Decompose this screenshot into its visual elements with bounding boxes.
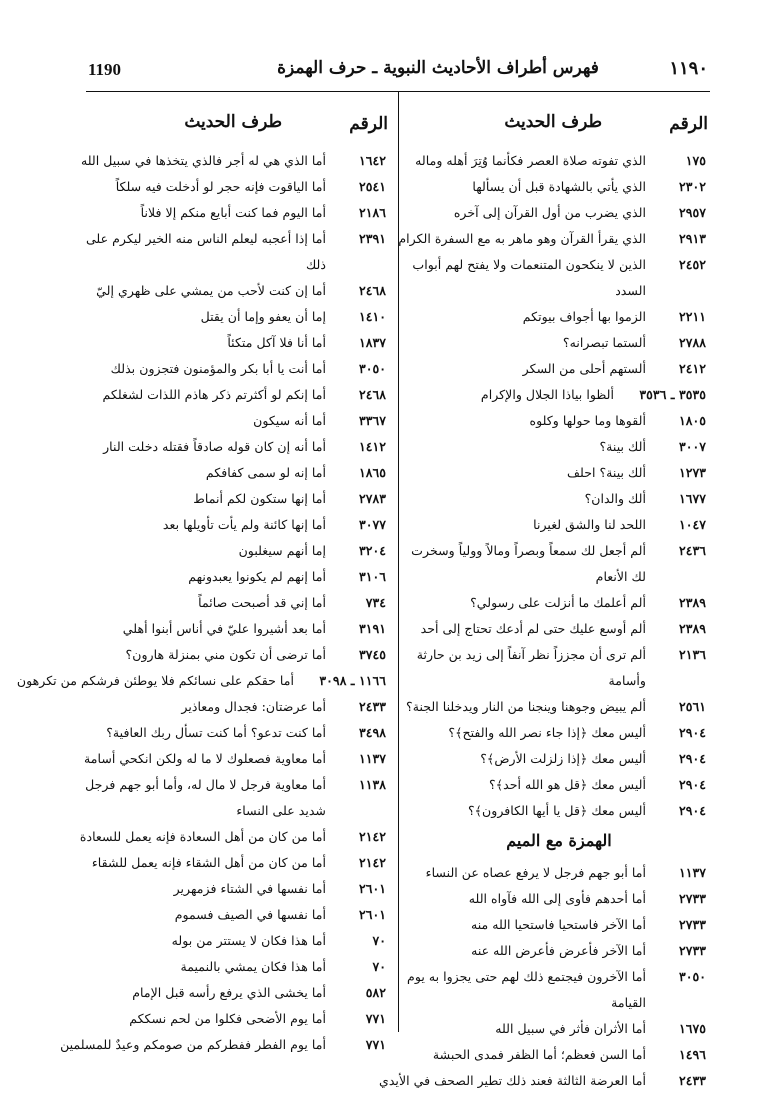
hadith-number: ١٠٤٧ (678, 517, 706, 532)
hadith-column-label: طرف الحديث (504, 112, 602, 132)
hadith-entry (84, 460, 392, 486)
hadith-text: ألم أجعل لك سمعاً وبصراً ومالاً وولياً وسخرت لك الأنعام (411, 543, 646, 584)
page-number-arabic: ١١٩٠ (669, 58, 708, 79)
hadith-number: ٢٧٣٣ (678, 943, 706, 958)
hadith-text: أما حقكم على نسائكم فلا يوطئن فرشكم من تكرهون (16, 673, 294, 688)
hadith-entry (84, 928, 392, 954)
hadith-entry (84, 746, 392, 772)
hadith-entry (406, 1016, 712, 1042)
hadith-number: ٢٦٠١ (358, 907, 386, 922)
hadith-entry (406, 860, 712, 886)
hadith-text: ألم أعلمك ما أنزلت على رسولي؟ (470, 595, 646, 610)
hadith-number: ٢٤٦٨ (358, 283, 386, 298)
hadith-number: ٢٧٣٣ (678, 891, 706, 906)
hadith-entry (406, 538, 712, 590)
hadith-number: ٧٧١ (365, 1037, 386, 1052)
hadith-entry (406, 512, 712, 538)
hadith-text: أما أبو جهم فرجل لا يرفع عصاه عن النساء (425, 865, 646, 880)
hadith-number: ١١٦٦ ـ ٣٠٩٨ (319, 673, 386, 688)
section-title: الهمزة مع الميم (506, 831, 612, 850)
hadith-number: ١٢٧٣ (678, 465, 706, 480)
hadith-text: ألك بينة؟ احلف (567, 465, 646, 480)
hadith-text: أليس معك ﴿قل هو الله أحد﴾؟ (489, 777, 646, 792)
hadith-text: أما الذي هي له أجر فالذي يتخذها في سبيل الله (80, 153, 326, 168)
hadith-number: ٣٠٥٠ (358, 361, 386, 376)
hadith-number: ١٤١٢ (358, 439, 386, 454)
hadith-entry (84, 200, 392, 226)
hadith-text: أما بعد أشيروا عليّ في أناس أبنوا أهلي (122, 621, 326, 636)
hadith-entry (84, 174, 392, 200)
hadith-number: ٣٧٤٥ (358, 647, 386, 662)
hadith-text: أما هذا فكان يمشي بالنميمة (180, 959, 326, 974)
hadith-number: ٣٢٠٤ (358, 543, 386, 558)
hadith-number: ٣٠٧٧ (358, 517, 386, 532)
hadith-number: ٣٠٠٧ (678, 439, 706, 454)
hadith-entry (84, 408, 392, 434)
hadith-entry (406, 912, 712, 938)
hadith-number: ٢٩٠٤ (678, 725, 706, 740)
hadith-entry (84, 980, 392, 1006)
hadith-entry (406, 174, 712, 200)
hadith-number: ٣٣٦٧ (358, 413, 386, 428)
hadith-entry (406, 252, 712, 304)
hadith-text: أما أنه سيكون (253, 413, 326, 428)
hadith-text: أما أحدهم فأوى إلى الله فآواه الله (468, 891, 646, 906)
hadith-entry (84, 590, 392, 616)
hadith-number: ١١٣٧ (678, 865, 706, 880)
hadith-entry (406, 772, 712, 798)
page-header (88, 56, 708, 86)
hadith-entry (406, 938, 712, 964)
hadith-number: ١٦٧٧ (678, 491, 706, 506)
hadith-text: أما أنا فلا آكل متكئاً (227, 335, 326, 350)
hadith-entry (84, 902, 392, 928)
hadith-number: ١١٣٧ (358, 751, 386, 766)
hadith-number: ٢٤٦٨ (358, 387, 386, 402)
hadith-entry (84, 304, 392, 330)
hadith-entry (84, 434, 392, 460)
hadith-number: ١٤١٠ (358, 309, 386, 324)
hadith-text: أما اليوم فما كنت أبايع منكم إلا فلاناً (140, 205, 326, 220)
hadith-text: ألم يبيض وجوهنا وينجنا من النار ويدخلنا الجنة؟ (406, 699, 646, 714)
page-number-latin: 1190 (88, 60, 122, 79)
hadith-text: الزموا بها أجواف بيوتكم (522, 309, 646, 324)
hadith-number: ١٦٧٥ (678, 1021, 706, 1036)
hadith-entry (406, 356, 712, 382)
hadith-text: أما يوم الفطر ففطركم من صومكم وعيدٌ للمسلمين (60, 1037, 326, 1052)
hadith-text: أما نفسها في الشتاء فزمهرير (173, 881, 326, 896)
hadith-text: أما من كان من أهل السعادة فإنه يعمل للسعادة (79, 829, 326, 844)
hadith-text: إما أنهم سيغلبون (238, 543, 326, 558)
hadith-text: أما إنها ستكون لكم أنماط (193, 491, 326, 506)
hadith-entry (406, 616, 712, 642)
hadith-entry (406, 964, 712, 1016)
hadith-text: أما الياقوت فإنه حجر لو أدخلت فيه سلكاً (115, 179, 326, 194)
hadith-entry (406, 886, 712, 912)
hadith-number: ٥٨٢ (365, 985, 386, 1000)
hadith-number: ٧٠ (372, 959, 386, 974)
hadith-entry (84, 1006, 392, 1032)
hadith-text: أليس معك ﴿قل يا أيها الكافرون﴾؟ (467, 803, 646, 818)
hadith-entry (406, 148, 712, 174)
hadith-text: أما أنه إن كان قوله صادقاً فقتله دخلت النار (103, 439, 326, 454)
hadith-number: ١٨٠٥ (678, 413, 706, 428)
hadith-entry (80, 148, 392, 174)
hadith-entry (84, 538, 392, 564)
hadith-text: أما من كان من أهل الشقاء فإنه يعمل للشقاء (91, 855, 326, 870)
hadith-text: أما أنت يا أبا بكر والمؤمنون فتجزون بذلك (110, 361, 326, 376)
hadith-entry (406, 200, 712, 226)
hadith-entry (84, 694, 392, 720)
hadith-number: ٢٣٩١ (358, 231, 386, 246)
page-title: فهرس أطراف الأحاديث النبوية ـ حرف الهمزة (277, 58, 599, 78)
hadith-number: ٣١٠٦ (358, 569, 386, 584)
hadith-text: الذي يضرب من أول القرآن إلى آخره (453, 205, 646, 220)
hadith-text: أما معاوية فصعلوك لا ما له ولكن انكحي أسامة (84, 751, 326, 766)
hadith-entry (406, 590, 712, 616)
hadith-number: ٢٢١١ (678, 309, 706, 324)
hadith-entry (84, 564, 392, 590)
hadith-text: أما إذا أعجبه ليعلم الناس منه الخير ليكرم على ذلك (85, 231, 326, 272)
hadith-text: ألستما تبصرانه؟ (562, 335, 646, 350)
hadith-entry (84, 330, 392, 356)
hadith-number: ٢٩٠٤ (678, 751, 706, 766)
hadith-entry (378, 1068, 712, 1094)
number-column-label: الرقم (349, 114, 388, 134)
hadith-text: أما إن كنت لأحب من يمشي على ظهري إليّ (96, 283, 326, 298)
hadith-number: ٣٠٥٠ (678, 969, 706, 984)
hadith-entry (84, 356, 392, 382)
hadith-number: ٢٧٣٣ (678, 917, 706, 932)
hadith-text: أليس معك ﴿إذا جاء نصر الله والفتح﴾؟ (448, 725, 646, 740)
hadith-entry (60, 1032, 392, 1058)
hadith-number: ٢٣٠٢ (678, 179, 706, 194)
hadith-number: ٢٤٣٣ (358, 699, 386, 714)
hadith-number: ٢١٤٢ (358, 855, 386, 870)
hadith-text: أما معاوية فرجل لا مال له، وأما أبو جهم فرجل شديد على النساء (85, 777, 326, 818)
hadith-text: أما إني قد أصبحت صائماً (198, 595, 326, 610)
hadith-number: ٢٤١٢ (678, 361, 706, 376)
hadith-number: ١٨٦٥ (358, 465, 386, 480)
hadith-number: ٢٥٤١ (358, 179, 386, 194)
hadith-text: ألستهم أحلى من السكر (522, 361, 646, 376)
hadith-column-label: طرف الحديث (184, 112, 282, 132)
hadith-number: ٢٩٥٧ (678, 205, 706, 220)
hadith-text: أليس معك ﴿إذا زلزلت الأرض﴾؟ (480, 751, 646, 766)
hadith-number: ٧٠ (372, 933, 386, 948)
hadith-text: اللحد لنا والشق لغيرنا (533, 517, 646, 532)
hadith-number: ٧٣٤ (365, 595, 386, 610)
hadith-number: ١٧٥ (685, 153, 706, 168)
hadith-text: الذي تفوته صلاة العصر فكأنما وُتِرَ أهله وماله (415, 153, 646, 168)
hadith-list (398, 148, 712, 824)
hadith-text: أما نفسها في الصيف فسموم (174, 907, 326, 922)
hadith-entry (406, 486, 712, 512)
hadith-text: أما إنه لو سمى كفافكم (205, 465, 326, 480)
hadith-entry (406, 434, 712, 460)
hadith-entry (406, 642, 712, 694)
hadith-number: ٢١٤٢ (358, 829, 386, 844)
hadith-entry (84, 954, 392, 980)
hadith-text: أما إنكم لو أكثرتم ذكر هاذم اللذات لشغلكم (102, 387, 326, 402)
hadith-entry (84, 278, 392, 304)
hadith-entry (16, 668, 392, 694)
hadith-number: ٣٤٩٨ (358, 725, 386, 740)
hadith-entry (406, 460, 712, 486)
hadith-entry (84, 642, 392, 668)
hadith-text: الذي يأتي بالشهادة قبل أن يسألها (472, 179, 646, 194)
hadith-number: ٢٧٨٣ (358, 491, 386, 506)
hadith-number: ١٨٣٧ (358, 335, 386, 350)
hadith-text: أما ترضى أن تكون مني بمنزلة هارون؟ (125, 647, 326, 662)
hadith-entry (84, 486, 392, 512)
hadith-number: ١١٣٨ (358, 777, 386, 792)
hadith-entry (406, 694, 712, 720)
hadith-text: أما الآخر فأعرض فأعرض الله عنه (471, 943, 646, 958)
hadith-text: ألم أوسع عليك حتى لم أدعك تحتاج إلى أحد (420, 621, 646, 636)
hadith-text: ألك بينة؟ (599, 439, 646, 454)
hadith-entry (84, 720, 392, 746)
hadith-text: ألقوها وما حولها وكلوه (529, 413, 646, 428)
hadith-text: أما السن فعظم؛ أما الظفر فمدى الحبشة (432, 1047, 646, 1062)
hadith-number: ٢١٣٦ (678, 647, 706, 662)
hadith-text: أما الآخر فاستحيا فاستحيا الله منه (470, 917, 646, 932)
hadith-entry (406, 746, 712, 772)
column-header (406, 110, 712, 148)
column-header (84, 110, 392, 148)
hadith-entry (406, 304, 712, 330)
hadith-number: ٣٥٣٥ ـ ٣٥٣٦ (639, 387, 706, 402)
hadith-number: ٢٩٠٤ (678, 777, 706, 792)
hadith-entry (406, 798, 712, 824)
hadith-text: ألم ترى أن مجززاً نظر آنفاً إلى زيد بن حارثة وأسامة (416, 647, 646, 688)
hadith-text: أما العرضة الثالثة فعند ذلك تطير الصحف في الأيدي (378, 1073, 646, 1088)
hadith-number: ٢٣٨٩ (678, 595, 706, 610)
hadith-list (16, 148, 392, 1058)
hadith-number: ٢٦٠١ (358, 881, 386, 896)
hadith-text: أما هذا فكان لا يستتر من بوله (171, 933, 326, 948)
hadith-entry (84, 512, 392, 538)
hadith-number: ٢٤٥٢ (678, 257, 706, 272)
hadith-text: أما يخشى الذي يرفع رأسه قبل الإمام (132, 985, 326, 1000)
hadith-number: ١٦٤٢ (358, 153, 386, 168)
hadith-entry (406, 1042, 712, 1068)
hadith-number: ٢٣٨٩ (678, 621, 706, 636)
hadith-number: ٢٤٣٣ (678, 1073, 706, 1088)
hadith-number: ٣١٩١ (358, 621, 386, 636)
hadith-text: أما إنها كائنة ولم يأت تأويلها بعد (162, 517, 326, 532)
hadith-entry (84, 382, 392, 408)
hadith-text: أما عرضتان: فجدال ومعاذير (181, 699, 326, 714)
hadith-number: ٢١٨٦ (358, 205, 386, 220)
hadith-number: ٢٧٨٨ (678, 335, 706, 350)
hadith-text: أما يوم الأضحى فكلوا من لحم نسككم (129, 1011, 326, 1026)
hadith-entry (84, 616, 392, 642)
hadith-number: ٢٥٦١ (678, 699, 706, 714)
hadith-text: إما أن يعفو وإما أن يقتل (200, 309, 326, 324)
hadith-text: ألظوا بياذا الجلال والإكرام (480, 387, 614, 402)
hadith-entry (398, 226, 712, 252)
hadith-text: أما إنهم لم يكونوا يعبدونهم (188, 569, 326, 584)
hadith-entry (406, 382, 712, 408)
hadith-entry (79, 824, 392, 850)
hadith-entry (84, 772, 392, 824)
hadith-entry (406, 720, 712, 746)
hadith-number: ٢٤٣٦ (678, 543, 706, 558)
hadith-number: ٢٩٠٤ (678, 803, 706, 818)
hadith-entry (406, 330, 712, 356)
hadith-entry (406, 408, 712, 434)
hadith-text: أما الآخرون فيجتمع ذلك لهم حتى يجزوا به يوم القيامة (407, 969, 646, 1010)
hadith-text: الذي يقرأ القرآن وهو ماهر به مع السفرة الكرام (398, 231, 646, 246)
number-column-label: الرقم (669, 114, 708, 134)
hadith-text: أما كنت تدعو؟ أما كنت تسأل ربك العافية؟ (106, 725, 326, 740)
hadith-text: أما الأثران فأثر في سبيل الله (495, 1021, 646, 1036)
hadith-number: ٧٧١ (365, 1011, 386, 1026)
hadith-entry (84, 226, 392, 278)
hadith-number: ١٤٩٦ (678, 1047, 706, 1062)
hadith-text: ألك والدان؟ (584, 491, 646, 506)
hadith-entry (84, 850, 392, 876)
hadith-entry (84, 876, 392, 902)
hadith-number: ٢٩١٣ (678, 231, 706, 246)
hadith-text: الذين لا ينكحون المتنعمات ولا يفتح لهم أبواب السدد (412, 257, 646, 298)
left-column (16, 110, 392, 1058)
